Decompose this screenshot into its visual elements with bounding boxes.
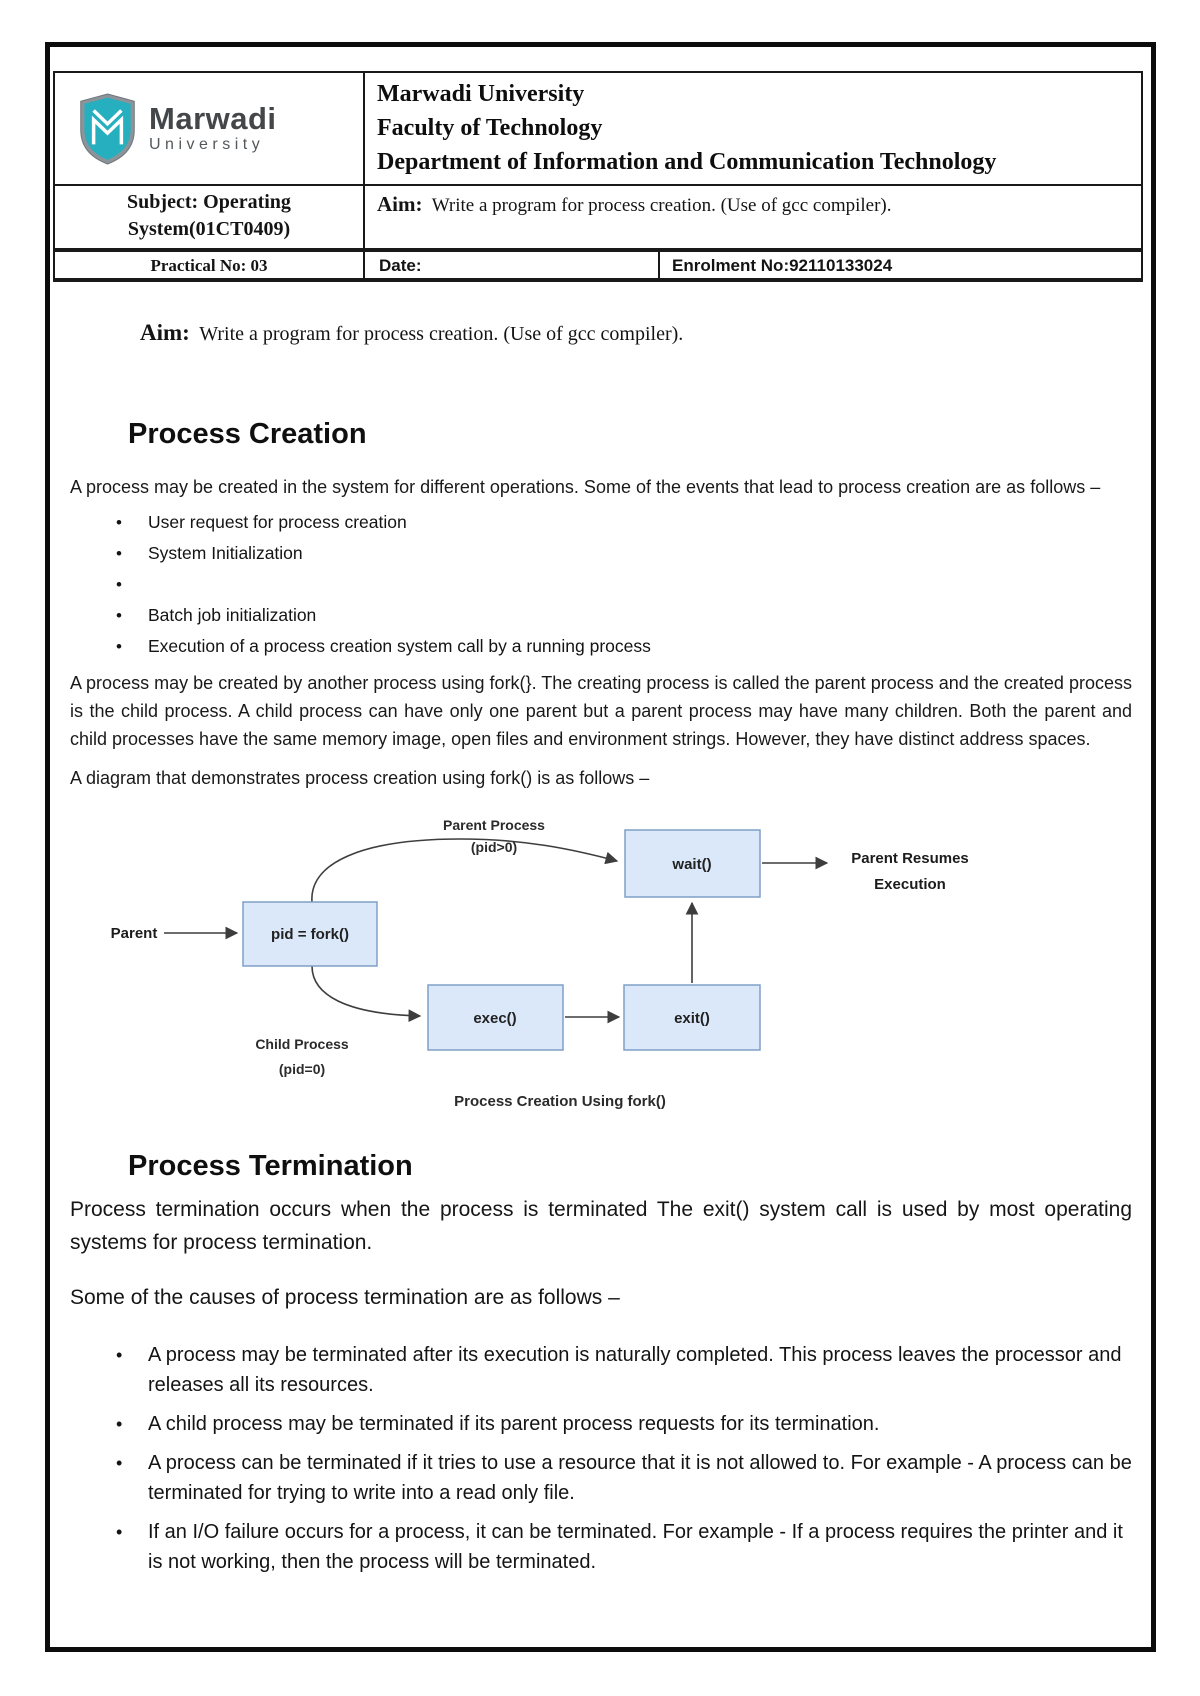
aim-cell bbox=[363, 186, 1141, 248]
subject-line-2: System(01CT0409) bbox=[127, 218, 291, 240]
aim-label: Aim: bbox=[377, 192, 423, 216]
list-item: • User request for process creation bbox=[148, 512, 1132, 533]
fork-node bbox=[243, 902, 377, 966]
termination-paragraph-1: Process termination occurs when the process is terminated The exit() system call is used by most operating systems for process termination. bbox=[70, 1198, 1132, 1254]
subject-cell bbox=[55, 186, 363, 248]
termination-paragraph-2: Some of the causes of process termination are as follows – bbox=[70, 1286, 620, 1309]
svg-text:wait(): wait() bbox=[672, 856, 712, 873]
parent-resumes-label-line2: Execution bbox=[874, 876, 946, 893]
creation-diagram-intro: A diagram that demonstrates process creation using fork() is as follows – bbox=[70, 768, 650, 788]
parent-branch-arrow bbox=[312, 839, 617, 902]
pid-gt0-label: (pid>0) bbox=[470, 839, 518, 855]
institution-line-1: Marwadi University bbox=[377, 81, 585, 107]
parent-label: Parent bbox=[110, 925, 158, 942]
list-item bbox=[148, 574, 1132, 595]
process-termination-heading: Process Termination bbox=[128, 1150, 413, 1182]
diagram-caption: Process Creation Using fork() bbox=[454, 1093, 666, 1110]
subject-line-1: Subject: Operating bbox=[127, 191, 291, 213]
practical-no-cell: Practical No: 03 bbox=[150, 256, 268, 275]
header-row-institution bbox=[55, 73, 1141, 184]
termination-bullet-list bbox=[70, 1340, 1132, 1577]
list-item: • If an I/O failure occurs for a process, it can be terminated. For example - If a process requires the printer and it is not working, then the process will be terminated. bbox=[148, 1517, 1132, 1577]
list-item: • A process can be terminated if it tries to use a resource that it is not allowed to. For example - A process can be terminated for trying to write into a read only file. bbox=[148, 1448, 1132, 1508]
exit-node bbox=[624, 985, 760, 1050]
logo-wordmark bbox=[149, 100, 277, 154]
svg-text:exit(): exit() bbox=[674, 1010, 710, 1027]
aim-text: Write a program for process creation. (Use of gcc compiler). bbox=[431, 195, 892, 216]
institution-line-3: Department of Information and Communication Technology bbox=[377, 149, 997, 175]
body-aim-label: Aim: bbox=[140, 320, 190, 345]
svg-text:pid = fork(): pid = fork() bbox=[271, 926, 349, 943]
child-branch-arrow bbox=[312, 966, 420, 1016]
institution-line-2: Faculty of Technology bbox=[377, 115, 603, 141]
logo-subbrand-text: University bbox=[149, 135, 265, 153]
creation-fork-paragraph: A process may be created by another process using fork(}. The creating process is called the parent process and the created process is the child process. A child process can have only one parent but a parent process may have many children. Both the parent and child processes have the same memory image, open files and environment strings. However, they have distinct address spaces. bbox=[70, 673, 1132, 749]
creation-intro-paragraph: A process may be created in the system for different operations. Some of the events that lead to process creation are as follows – bbox=[70, 477, 1101, 497]
list-item: • A process may be terminated after its execution is naturally completed. This process leaves the processor and releases all its resources. bbox=[148, 1340, 1132, 1400]
list-item: • Execution of a process creation system call by a running process bbox=[148, 636, 1132, 657]
parent-process-label: Parent Process bbox=[443, 817, 545, 833]
body-aim-line bbox=[140, 318, 1132, 351]
list-item: • Batch job initialization bbox=[148, 605, 1132, 626]
logo-brand-text: Marwadi bbox=[149, 100, 277, 136]
university-logo bbox=[79, 93, 277, 165]
logo-cell bbox=[55, 73, 363, 184]
header-table bbox=[53, 71, 1143, 282]
creation-bullet-list bbox=[70, 512, 1132, 657]
list-item: • System Initialization bbox=[148, 543, 1132, 564]
date-cell: Date: bbox=[363, 252, 658, 278]
institution-cell bbox=[363, 73, 1141, 184]
header-row-subject-aim bbox=[55, 184, 1141, 248]
fork-process-diagram bbox=[100, 797, 980, 1129]
exec-node bbox=[428, 985, 563, 1050]
enrolment-cell: Enrolment No:92110133024 bbox=[658, 252, 1141, 278]
header-row-practical bbox=[55, 248, 1141, 278]
document-body bbox=[70, 280, 1132, 1586]
pid-eq0-label: (pid=0) bbox=[278, 1061, 326, 1077]
process-creation-heading: Process Creation bbox=[128, 418, 367, 450]
shield-icon bbox=[79, 93, 136, 165]
child-process-label: Child Process bbox=[255, 1036, 349, 1052]
svg-text:exec(): exec() bbox=[473, 1010, 517, 1027]
wait-node bbox=[625, 830, 760, 897]
list-item: • A child process may be terminated if its parent process requests for its termination. bbox=[148, 1409, 1132, 1439]
body-aim-text: Write a program for process creation. (Use of gcc compiler). bbox=[199, 323, 684, 345]
parent-resumes-label-line1: Parent Resumes bbox=[851, 850, 969, 867]
